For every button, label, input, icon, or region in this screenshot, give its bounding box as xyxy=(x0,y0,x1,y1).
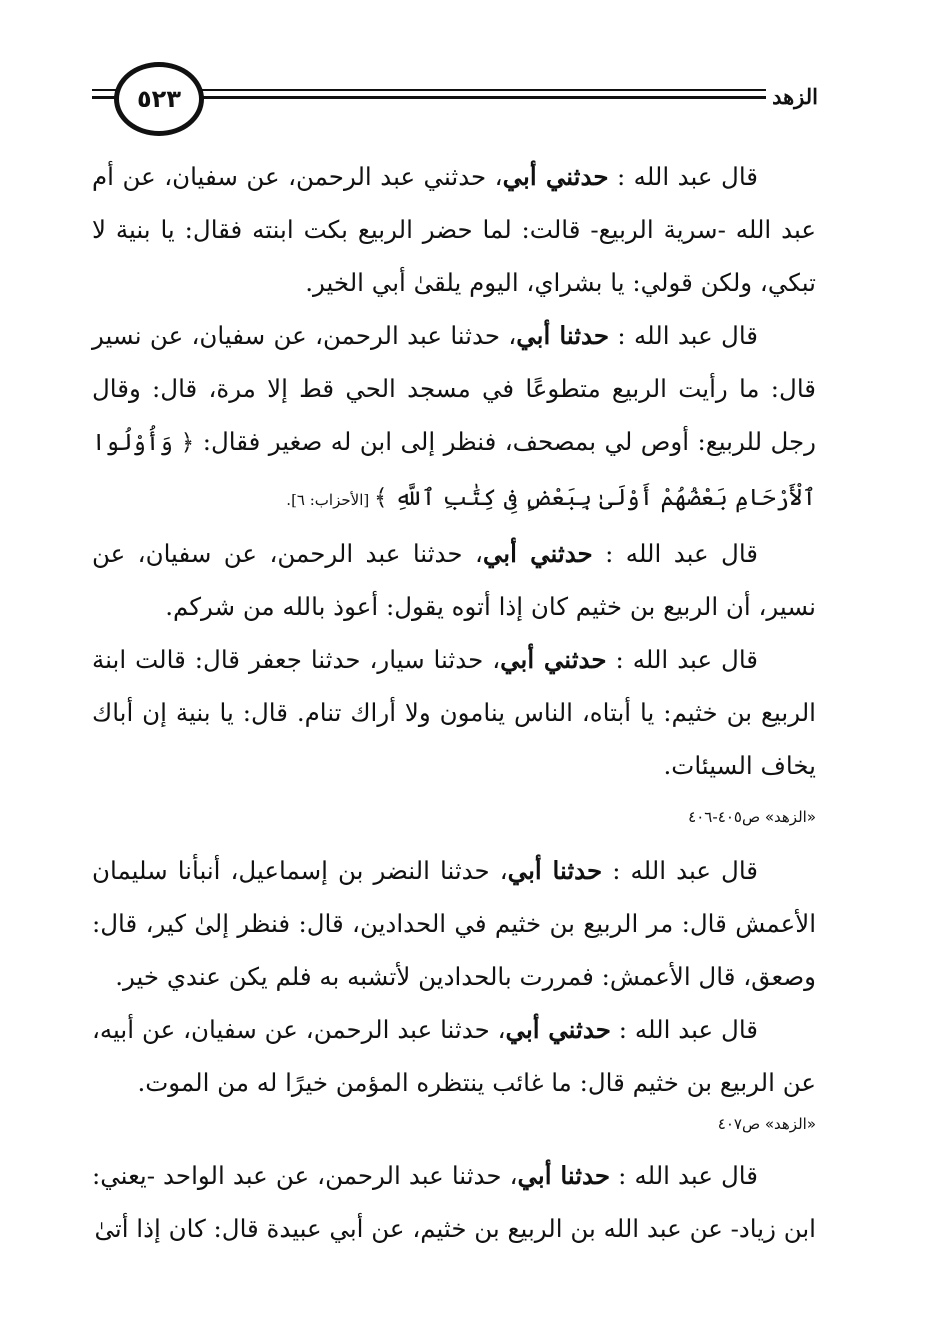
quran-verse: ﴿ وَأُوْلُوا ٱلْأَرْحَامِ بَعْضُهُمْ أَوْلَىٰ بِبَعْضٍ فِى كِتَٰبِ ٱللَّهِ ﴾ xyxy=(92,430,816,511)
paragraph-lead: قال عبد الله : xyxy=(602,856,759,885)
narrator-bold: حدثني أبي xyxy=(482,539,593,568)
paragraph-lead: قال عبد الله : xyxy=(610,1161,758,1190)
narrator-bold: حدثني أبي xyxy=(502,162,609,191)
page-body xyxy=(92,150,816,1255)
page-number: ٥٢٣ xyxy=(114,62,204,136)
source-citation-2: «الزهد» ص٤٠٧ xyxy=(717,1115,816,1133)
narrator-bold: حدثنا أبي xyxy=(507,856,603,885)
paragraph-5 xyxy=(92,844,816,1003)
paragraph-text: ، حدثنا عبد الرحمن، عن سفيان، عن نسير، أن الربيع بن خثيم كان إذا أتوه يقول: أعوذ بالله من شركم. xyxy=(92,539,816,621)
paragraph-3 xyxy=(92,527,816,633)
narrator-bold: حدثنا أبي xyxy=(517,1161,611,1190)
paragraph-2 xyxy=(92,309,816,527)
narrator-bold: حدثنا أبي xyxy=(516,321,610,350)
paragraph-text: ، حدثنا سيار، حدثنا جعفر قال: قالت ابنة الربيع بن خثيم: يا أبتاه، الناس ينامون ولا أراك تنام. قال: يا بنية إن أباك يخاف السيئات. xyxy=(92,645,816,780)
paragraph-7 xyxy=(92,1149,816,1255)
paragraph-text: ، حدثنا عبد الرحمن، عن عبد الواحد -يعني: ابن زياد- عن عبد الله بن الربيع بن خثيم، عن أبي عبيدة قال: كان إذا أتىٰ xyxy=(92,1161,816,1243)
paragraph-text: ، حدثنا عبد الرحمن، عن سفيان، عن نسير قال: ما رأيت الربيع متطوعًا في مسجد الحي قط إلا مرة، قال: وقال رجل للربيع: أوص لي بمصحف، فنظر إلى ابن له صغير فقال: xyxy=(92,321,817,456)
paragraph-lead: قال عبد الله : xyxy=(608,162,758,191)
narrator-bold: حدثني أبي xyxy=(500,645,607,674)
paragraph-1 xyxy=(92,150,816,309)
running-head: الزهد xyxy=(766,84,824,109)
paragraph-lead: قال عبد الله : xyxy=(606,645,759,674)
paragraph-text: ، حدثني عبد الرحمن، عن سفيان، عن أم عبد الله -سرية الربيع- قالت: لما حضر الربيع بكت ابنته فقال: يا بنية لا تبكي، ولكن قولي: يا بشراي، اليوم يلقىٰ أبي الخير. xyxy=(92,162,816,297)
header-rule-right-bottom xyxy=(200,96,816,99)
paragraph-lead: قال عبد الله : xyxy=(610,1015,758,1044)
paragraph-text: ، حدثنا عبد الرحمن، عن سفيان، عن أبيه، عن الربيع بن خثيم قال: ما غائب ينتظره المؤمن خيرًا له من الموت. xyxy=(92,1015,816,1097)
paragraph-text: ، حدثنا النضر بن إسماعيل، أنبأنا سليمان الأعمش قال: مر الربيع بن خثيم في الحدادين، قال: فنظر إلىٰ كير، قال: وصعق، قال الأعمش: فمررت بالحدادين لأتشبه به فلم يكن عندي خير. xyxy=(92,856,816,991)
verse-reference: [الأحزاب: ٦]. xyxy=(286,491,374,509)
narrator-bold: حدثني أبي xyxy=(505,1015,611,1044)
page-header xyxy=(0,62,932,142)
paragraph-lead: قال عبد الله : xyxy=(592,539,759,568)
paragraph-4 xyxy=(92,633,816,792)
source-citation-1: «الزهد» ص٤٠٥-٤٠٦ xyxy=(688,808,816,826)
paragraph-lead: قال عبد الله : xyxy=(609,321,759,350)
header-rule-right-top xyxy=(200,89,816,91)
paragraph-6 xyxy=(92,1003,816,1109)
